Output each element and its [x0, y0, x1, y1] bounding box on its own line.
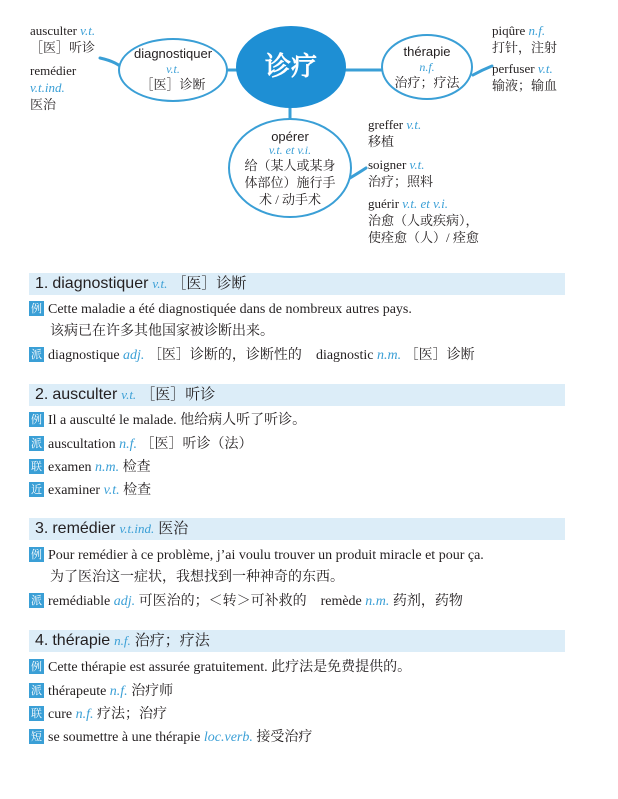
bubble-pos: n.f. — [419, 60, 435, 74]
derived-line — [29, 435, 253, 455]
leaf-pos: v.t. et v.i. — [402, 196, 449, 211]
leaf-pos: n.f. — [528, 23, 546, 38]
derived-line — [29, 592, 463, 612]
related-line — [29, 705, 167, 725]
section-number: 4. — [35, 632, 49, 649]
section-pos: n.f. — [114, 633, 131, 648]
example-translation: 该病已在许多其他国家被诊断出来。 — [50, 324, 274, 339]
derived-pos: adj. — [113, 594, 136, 609]
derived-tag: 派 — [31, 348, 42, 361]
section-word: diagnostiquer — [52, 275, 149, 292]
leaf-meaning: 打针，注射 — [492, 40, 558, 55]
bubble-meaning-line: 给（某人或某身 — [244, 158, 336, 173]
derived-meaning: 治疗师 — [131, 684, 174, 699]
leaf-word: remédier — [30, 63, 77, 78]
section-number: 2. — [35, 386, 49, 403]
section-meaning: ［医］诊断 — [171, 276, 247, 292]
leaf-greffer — [368, 116, 421, 150]
example-text: Il a ausculté le malade. 他给病人听了听诊。 — [48, 413, 307, 428]
derived-line — [29, 346, 475, 366]
derived-pos: n.m. — [365, 594, 390, 609]
derived-tag: 派 — [31, 684, 42, 697]
section-title-therapie — [35, 630, 210, 652]
derived-tag: 派 — [31, 437, 42, 450]
example-fr: Pour remédier à ce problème, j’ai voulu trouver un produit miracle et pour ça. — [48, 548, 484, 563]
leaf-pos: v.t. — [80, 23, 96, 38]
section-meaning: ［医］听诊 — [140, 387, 216, 403]
leaf-meaning: ［医］听诊 — [30, 40, 96, 55]
leaf-meaning: 治疗；照料 — [368, 174, 434, 189]
derived-meaning: 可医治的；＜转＞可补救的 — [138, 594, 307, 609]
related-pos: n.f. — [75, 707, 94, 722]
leaf-word: piqûre — [492, 23, 526, 38]
leaf-meaning-line: 使痊愈（人）/ 痊愈 — [368, 230, 479, 245]
derived-pos: n.f. — [109, 684, 128, 699]
related-word: examen — [48, 460, 92, 475]
near-word: examiner — [48, 483, 101, 498]
derived-line — [29, 682, 173, 702]
derived-meaning: 药剂，药物 — [392, 594, 463, 609]
example-translation: 为了医治这一症状，我想找到一种神奇的东西。 — [50, 570, 344, 585]
derived-word: diagnostic — [315, 348, 374, 363]
related-line — [29, 458, 151, 478]
example-fr: Cette maladie a été diagnostiquée dans de nombreux autres pays. — [48, 302, 412, 317]
phrase-pos: loc.verb. — [203, 730, 253, 745]
related-meaning: 疗法；治疗 — [96, 707, 167, 722]
section-pos: v.t. — [152, 276, 168, 291]
bubble-pos: v.t. et v.i. — [268, 143, 312, 157]
near-line — [29, 481, 151, 501]
phrase-tag: 短 — [31, 730, 42, 743]
related-pos: n.m. — [95, 460, 120, 475]
leaf-perfuser — [492, 60, 557, 94]
bubble-pos: v.t. — [166, 62, 180, 76]
derived-word: remède — [320, 594, 362, 609]
bubble-meaning-line: 术 / 动手术 — [258, 192, 322, 207]
example-tag: 例 — [31, 548, 42, 561]
related-tag: 联 — [31, 707, 42, 720]
derived-meaning: ［医］诊断的，诊断性的 — [147, 348, 302, 363]
leaf-piqure — [492, 22, 557, 56]
derived-pos: n.m. — [376, 348, 402, 363]
bubble-word: diagnostiquer — [133, 46, 213, 61]
bubble-diagnostiquer — [118, 38, 228, 102]
leaf-word: soigner — [368, 157, 407, 172]
derived-meaning: ［医］诊断 — [404, 348, 475, 363]
example-tag: 例 — [31, 302, 42, 315]
related-tag: 联 — [31, 460, 42, 473]
related-word: cure — [48, 707, 73, 722]
near-tag: 近 — [31, 483, 42, 496]
near-pos: v.t. — [103, 483, 120, 498]
bubble-meaning: 治疗；疗法 — [394, 75, 460, 90]
section-title-ausculter — [35, 384, 215, 406]
section-meaning: 医治 — [158, 521, 189, 537]
section-word: ausculter — [52, 386, 118, 403]
example-tag: 例 — [31, 660, 42, 673]
leaf-pos: v.t. — [406, 117, 422, 132]
leaf-word: greffer — [368, 117, 404, 132]
leaf-pos: v.t.ind. — [30, 80, 65, 95]
center-topic: 诊疗 — [236, 26, 346, 108]
derived-word: diagnostique — [48, 348, 120, 363]
leaf-word: ausculter — [30, 23, 77, 38]
section-title-remedier — [35, 518, 188, 540]
section-number: 1. — [35, 275, 49, 292]
leaf-word: perfuser — [492, 61, 535, 76]
example-line — [29, 300, 412, 320]
bubble-meaning: ［医］诊断 — [140, 77, 206, 92]
derived-tag: 派 — [31, 594, 42, 607]
section-word: remédier — [52, 520, 116, 537]
bubble-word: thérapie — [403, 44, 451, 59]
derived-pos: adj. — [123, 348, 145, 363]
leaf-guerir — [368, 195, 479, 246]
leaf-meaning: 输液；输血 — [492, 78, 558, 93]
phrase-meaning: 接受治疗 — [256, 730, 313, 745]
example-text: Cette thérapie est assurée gratuitement. 此疗法是免费提供的。 — [48, 660, 412, 675]
bubble-word: opérer — [271, 129, 309, 144]
phrase-line — [29, 728, 312, 748]
leaf-soigner — [368, 156, 433, 190]
example-line — [29, 658, 411, 678]
derived-word: thérapeute — [48, 684, 107, 699]
derived-meaning: ［医］听诊（法） — [140, 437, 253, 452]
bubble-meaning-line: 体部位）施行手 — [244, 175, 336, 190]
derived-word: remédiable — [48, 594, 111, 609]
section-word: thérapie — [52, 632, 111, 649]
leaf-remedier — [30, 62, 76, 113]
leaf-meaning-line: 治愈（人或疾病）， — [368, 213, 479, 228]
leaf-meaning: 移植 — [368, 134, 395, 149]
section-pos: v.t. — [121, 387, 137, 402]
phrase-word: se soumettre à une thérapie — [48, 730, 201, 745]
leaf-pos: v.t. — [409, 157, 425, 172]
example-tag: 例 — [31, 413, 42, 426]
example-line — [29, 546, 484, 566]
derived-word: auscultation — [48, 437, 116, 452]
leaf-meaning: 医治 — [30, 97, 57, 112]
example-line — [29, 411, 306, 431]
leaf-word: guérir — [368, 196, 400, 211]
related-meaning: 检查 — [122, 460, 151, 475]
section-pos: v.t.ind. — [119, 521, 155, 536]
section-title-diagnostiquer — [35, 273, 246, 295]
leaf-pos: v.t. — [537, 61, 553, 76]
derived-pos: n.f. — [119, 437, 138, 452]
section-number: 3. — [35, 520, 49, 537]
bubble-operer — [228, 118, 352, 218]
section-meaning: 治疗；疗法 — [134, 633, 210, 649]
bubble-therapie — [381, 34, 473, 100]
leaf-ausculter — [30, 22, 95, 56]
near-meaning: 检查 — [123, 483, 152, 498]
